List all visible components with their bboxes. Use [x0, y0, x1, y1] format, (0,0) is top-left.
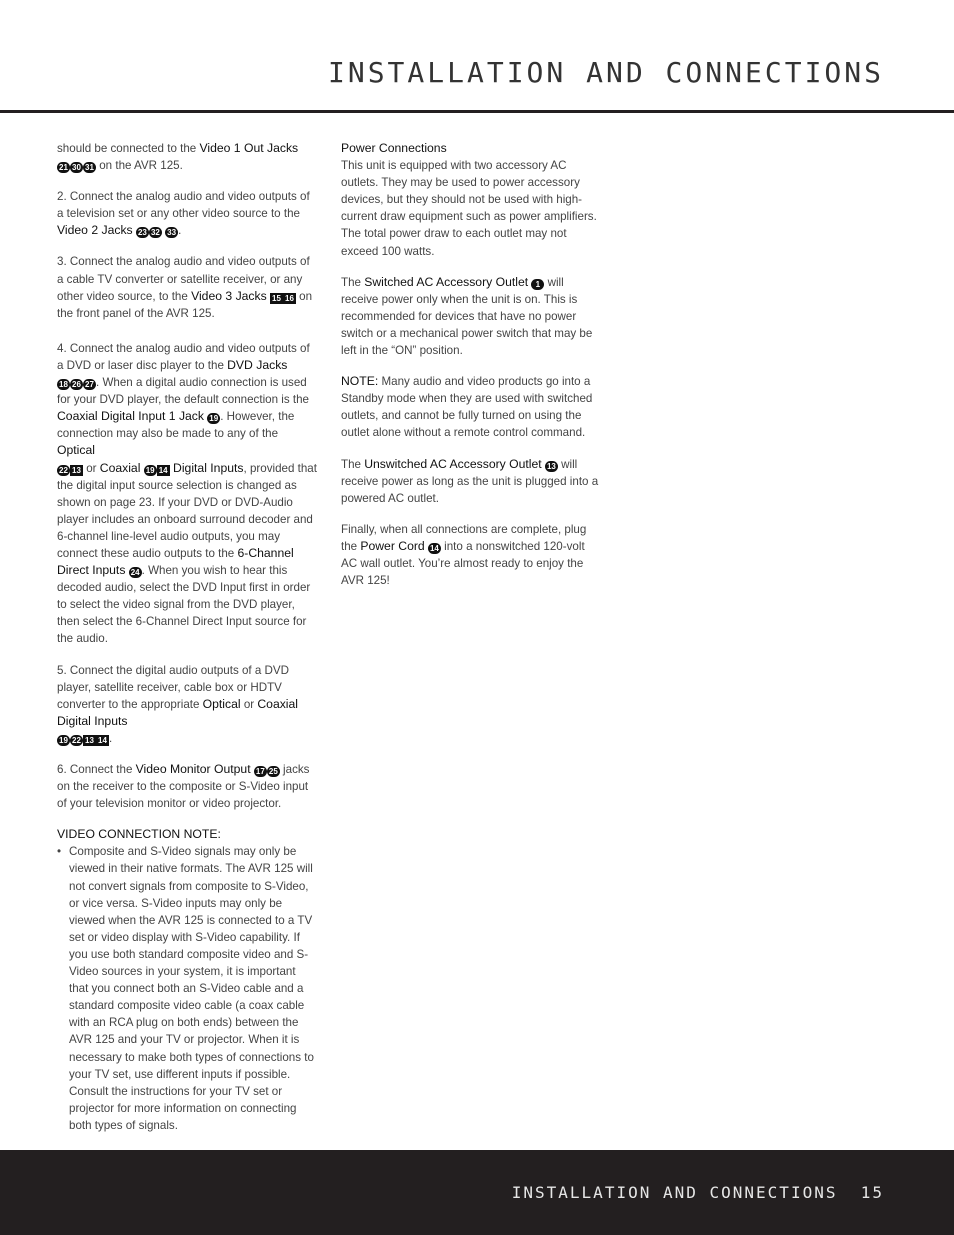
- bullet-text: Composite and S-Video signals may only be viewed in their native formats. The AVR 125 will not convert signals from composite to S-Video, or vice versa. S-Video inputs may only be viewed when the AVR 125 is connected to a TV set or video display with S-Video capability. If you use both standard composite video and S-Video sources in your system, it is important that you connect both an S-Video cable and a standard composite video cable (a coax cable with an RCA plug on both ends) between the AVR 125 and your TV or projector. When it is necessary to make both types of connections to your TV set, use different inputs if possible. Consult the instructions for your TV set or projector for more information on connecting both types of signals.: [69, 845, 314, 1132]
- text: will receive power as long as the unit is plugged into a powered AC outlet.: [341, 457, 599, 505]
- text: 6. Connect the: [57, 763, 136, 776]
- text: on the front panel of the AVR 125.: [57, 289, 313, 320]
- paragraph-switched-outlet: [341, 274, 603, 359]
- text: The: [341, 457, 365, 471]
- callout-number: 33: [165, 227, 178, 238]
- note-label: NOTE:: [341, 374, 379, 389]
- callout-number: 16: [283, 293, 296, 304]
- term-optical: Optical: [202, 696, 241, 711]
- text: The: [341, 275, 365, 289]
- text: into a nonswitched 120-volt AC wall outlet. You’re almost ready to enjoy the AVR 125!: [341, 539, 585, 588]
- callout-number: 1: [531, 279, 544, 290]
- callout-number: 22: [70, 735, 83, 746]
- page-header-title: INSTALLATION AND CONNECTIONS: [327, 56, 884, 89]
- callout-number: 22: [57, 465, 70, 476]
- callout-number: 17: [254, 766, 267, 777]
- video-note-heading: VIDEO CONNECTION NOTE:: [57, 827, 221, 842]
- callout-number: 19: [207, 413, 220, 424]
- right-column: [341, 140, 603, 603]
- paragraph-video1: [57, 140, 317, 174]
- callout-number: 21: [57, 162, 70, 173]
- paragraph-step-2: [57, 188, 317, 239]
- term-power-cord: Power Cord: [360, 538, 425, 553]
- term-switched-outlet: Switched AC Accessory Outlet: [364, 274, 529, 289]
- paragraph-note: [341, 373, 603, 441]
- callout-number: 25: [267, 766, 280, 777]
- callout-number: 14: [428, 543, 441, 554]
- text: will receive power only when the unit is on. This is recommended for devices that have no power switch or a mechanical power switch that may be left in the “ON” position.: [341, 275, 593, 358]
- callout-number: 26: [70, 379, 83, 390]
- term-video-monitor-output: Video Monitor Output: [135, 762, 251, 776]
- power-connections-heading: Power Connections: [341, 141, 447, 155]
- callout-number: 15: [270, 293, 283, 304]
- footer-running-head: [512, 1183, 884, 1202]
- callout-number: 23: [136, 227, 149, 238]
- callout-number: 32: [149, 227, 162, 238]
- term-6ch-direct-inputs: 6-Channel Direct Inputs: [57, 545, 294, 578]
- text: . When a digital audio connection is used for your DVD player, the default connection is the: [57, 376, 309, 407]
- text: 2. Connect the analog audio and video outputs of a television set or any other video source to the: [57, 190, 310, 221]
- text: on the AVR 125.: [99, 159, 183, 173]
- term-coaxial-digital-input: Coaxial Digital Input 1 Jack: [57, 409, 204, 424]
- text: or: [240, 697, 258, 711]
- term-digital-inputs: Digital Inputs: [169, 460, 244, 475]
- term-video1-out-jacks: Video 1 Out Jacks: [199, 141, 299, 155]
- paragraph-step-5: [57, 662, 317, 747]
- text: 5. Connect the digital audio outputs of a DVD player, satellite receiver, cable box or HDTV converter to the appropriate: [57, 663, 290, 711]
- page-number: 15: [860, 1183, 884, 1202]
- term-video3-jacks: Video 3 Jacks: [191, 288, 267, 303]
- text: Many audio and video products go into a Standby mode when they are used with switched outlets, and cannot be fully turned on using the outlet alone without a remote control command.: [341, 375, 593, 440]
- term-dvd-jacks: DVD Jacks: [227, 357, 288, 372]
- callout-number: 18: [57, 379, 70, 390]
- paragraph-unswitched-outlet: [341, 456, 603, 507]
- video-note-bullet: [57, 843, 317, 1134]
- text: 3. Connect the analog audio and video outputs of a cable TV converter or satellite receiver, or any other video source, to the: [57, 255, 310, 303]
- text: , provided that the digital input source selection is changed as shown on page 23. If your DVD or DVD-Audio player includes an onboard surround decoder and 6-channel line-level audio outputs, you may connect these audio outputs to the: [57, 461, 317, 560]
- callout-number: 24: [129, 567, 142, 578]
- header-rule: [0, 110, 954, 113]
- text: jacks on the receiver to the composite or S-Video input of your television monitor or video projector.: [57, 763, 310, 811]
- term-coaxial-digital-inputs: Coaxial Digital Inputs: [57, 696, 299, 728]
- text: should be connected to the: [57, 142, 200, 155]
- term-unswitched-outlet: Unswitched AC Accessory Outlet: [364, 456, 542, 471]
- bullet-dot: •: [57, 845, 62, 859]
- footer-title: INSTALLATION AND CONNECTIONS: [511, 1183, 838, 1202]
- callout-number: 31: [83, 162, 96, 173]
- callout-number: 19: [57, 735, 70, 746]
- paragraph-step-3: [57, 253, 317, 321]
- paragraph-power-intro: This unit is equipped with two accessory AC outlets. They may be used to power accessory devices, but they should not be used with high-current draw equipment such as power amplifiers. The total power draw to each outlet may not exceed 100 watts.: [341, 159, 597, 258]
- callout-number: 13: [83, 735, 96, 746]
- callout-number: 13: [545, 461, 558, 472]
- callout-number: 27: [83, 379, 96, 390]
- callout-number: 13: [70, 465, 83, 476]
- paragraph-step-6: [57, 761, 317, 812]
- text: 4. Connect the analog audio and video outputs of a DVD or laser disc player to the: [57, 341, 310, 372]
- text: .: [109, 731, 113, 745]
- term-optical: Optical: [57, 443, 95, 458]
- text: . When you wish to hear this decoded audio, select the DVD Input first in order to select the video signal from the DVD player, then select the 6-Channel Direct Input source for the audio.: [57, 564, 311, 646]
- text: . However, the connection may also be made to any of the: [57, 410, 295, 441]
- callout-number: 14: [96, 735, 109, 746]
- left-column: [57, 140, 317, 1134]
- term-coaxial: Coaxial: [99, 460, 141, 475]
- term-video2-jacks: Video 2 Jacks: [57, 223, 133, 238]
- text: Finally, when all connections are complete, plug the: [341, 522, 587, 553]
- callout-number: 30: [70, 162, 83, 173]
- paragraph-step-4: [57, 340, 317, 648]
- callout-number: 14: [157, 465, 170, 476]
- callout-number: 19: [144, 465, 157, 476]
- paragraph-power-cord: [341, 521, 603, 589]
- text: or: [83, 461, 100, 475]
- text: .: [178, 224, 182, 238]
